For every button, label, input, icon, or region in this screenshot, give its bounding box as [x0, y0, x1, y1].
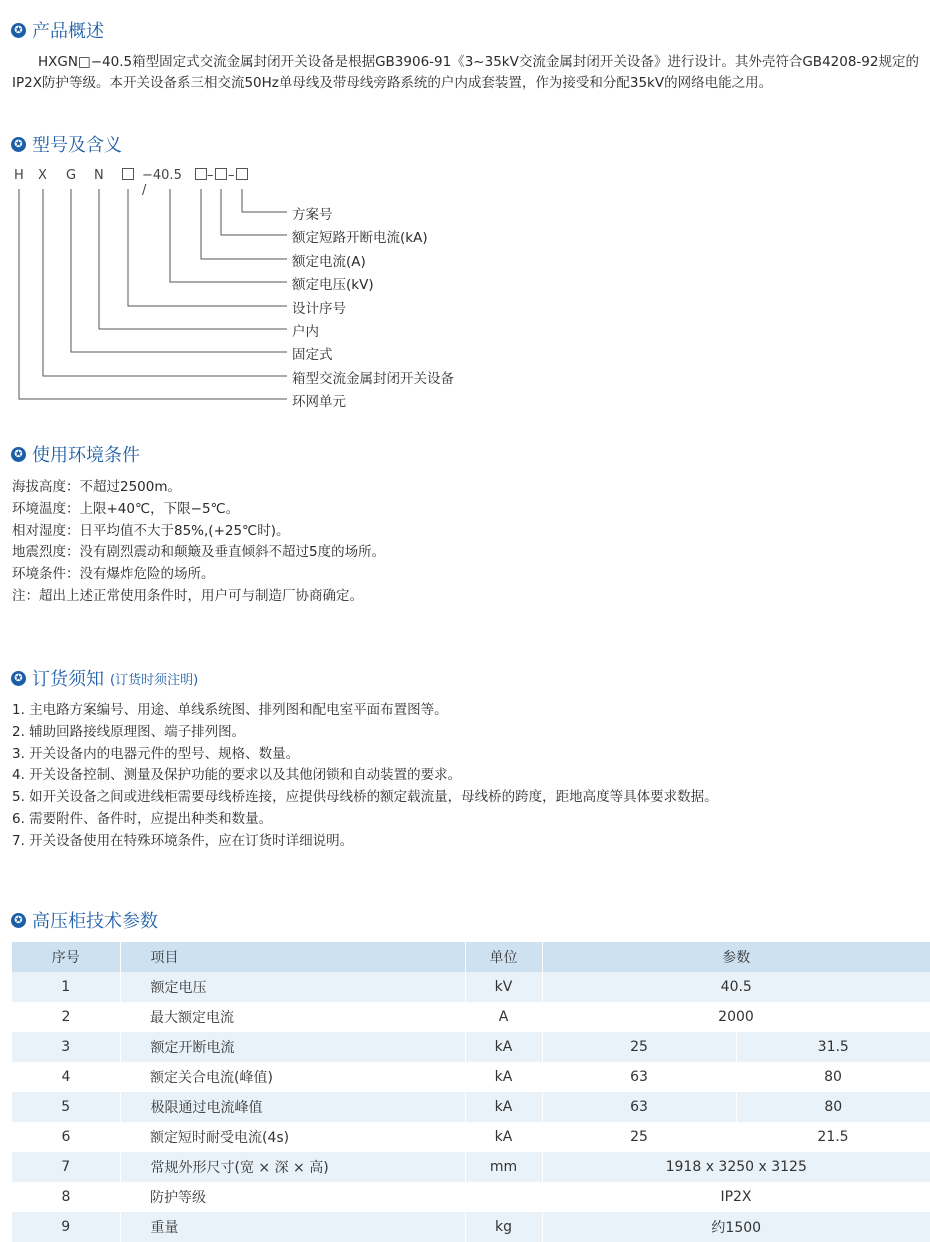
table-row: 4 额定关合电流(峰值) kA 63 80	[61, 1069, 842, 1086]
table-row: 8 防护等级 IP2X	[61, 1189, 752, 1206]
legend-item: 户内	[292, 324, 319, 340]
table-row: 1 额定电压 kV 40.5	[12, 972, 930, 1002]
section-title-overview: ✪ 产品概述	[11, 17, 104, 43]
legend-item: 额定电压(kV)	[292, 277, 374, 293]
legend-item: 固定式	[292, 347, 333, 363]
section-title-model: ✪ 型号及含义	[11, 131, 122, 157]
list-item: 环境条件：没有爆炸危险的场所。	[12, 566, 215, 583]
star-icon: ✪	[11, 913, 26, 928]
legend-item: 额定短路开断电流(kA)	[292, 230, 428, 246]
list-item: 6. 需要附件、备件时，应提出种类和数量。	[12, 810, 273, 827]
section-title-ordering: ✪ 订货须知 (订货时须注明)	[11, 665, 198, 691]
table-header-row: 序号 项目 单位 参数	[12, 942, 930, 972]
list-item: 1. 主电路方案编号、用途、单线系统图、排列图和配电室平面布置图等。	[12, 702, 448, 718]
list-item: 环境温度：上限+40℃，下限−5℃。	[12, 500, 240, 517]
star-icon: ✪	[11, 671, 26, 686]
table-row: 5 极限通过电流峰值 kA 63 80	[12, 1092, 930, 1122]
legend-item: 方案号	[292, 207, 333, 223]
star-icon: ✪	[11, 23, 26, 38]
list-item: 5. 如开关设备之间或进线柜需要母线桥连接，应提供母线桥的额定载流量，母线桥的跨度，距地高度等具体要求数据。	[12, 789, 718, 806]
params-table	[12, 942, 930, 1242]
list-item: 海拔高度：不超过2500m。	[12, 479, 182, 495]
legend-item: 环网单元	[292, 394, 346, 410]
list-item: 4. 开关设备控制、测量及保护功能的要求以及其他闭锁和自动装置的要求。	[12, 767, 462, 784]
table-row: 2 最大额定电流 A 2000	[61, 1009, 754, 1026]
legend-item: 设计序号	[292, 301, 346, 317]
list-item: 7. 开关设备使用在特殊环境条件，应在订货时详细说明。	[12, 832, 354, 849]
model-tree-lines	[0, 180, 300, 405]
list-item: 地震烈度：没有剧烈震动和颠簸及垂直倾斜不超过5度的场所。	[12, 544, 386, 561]
list-item: 注：超出上述正常使用条件时，用户可与制造厂协商确定。	[12, 587, 363, 604]
list-item: 相对湿度：日平均值不大于85%,(+25℃时)。	[12, 522, 290, 539]
table-row: 6 额定短时耐受电流(4s) kA 25 21.5	[61, 1129, 849, 1146]
list-item: 2. 辅助回路接线原理图、端子排列图。	[12, 723, 246, 740]
environment-list	[12, 477, 385, 608]
star-icon: ✪	[11, 447, 26, 462]
table-row: 7 常规外形尺寸(宽 × 深 × 高) mm 1918 x 3250 x 3125	[12, 1152, 930, 1182]
legend-item: 箱型交流金属封闭开关设备	[292, 371, 454, 387]
legend-item: 额定电流(A)	[292, 254, 366, 270]
star-icon: ✪	[11, 137, 26, 152]
ordering-list	[12, 700, 718, 853]
section-title-environment: ✪ 使用环境条件	[11, 441, 140, 467]
table-row: 9 重量 kg 约1500	[12, 1212, 930, 1242]
overview-text: HXGN□−40.5箱型固定式交流金属封闭开关设备是根据GB3906-91《3~35kV交流金属封闭开关设备》进行设计。其外壳符合GB4208-92规定的IP2X防护等级。本开关设备系三相交流50Hz单母线及带母线旁路系统的户内成套装置，作为接受和分配35kV的网络电能之用。	[12, 54, 919, 91]
section-title-params: ✪ 高压柜技术参数	[11, 907, 158, 933]
table-row: 3 额定开断电流 kA 25 31.5	[12, 1032, 930, 1062]
list-item: 3. 开关设备内的电器元件的型号、规格、数量。	[12, 745, 300, 762]
